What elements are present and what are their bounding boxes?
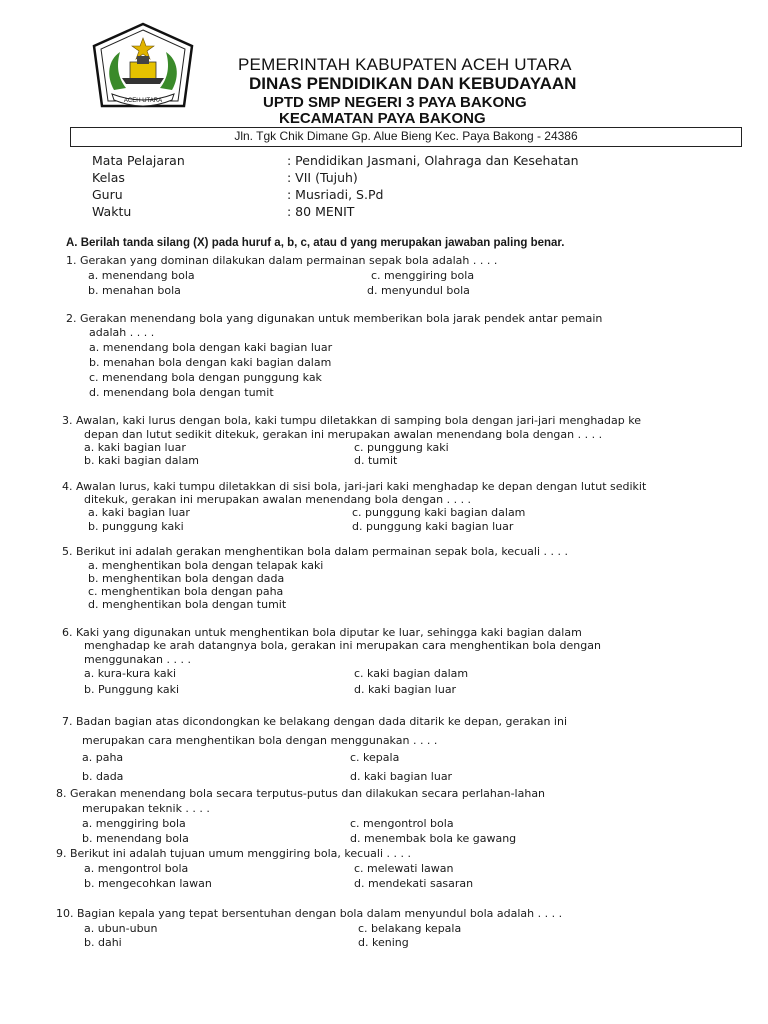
question-6-option-a: a. kura-kura kaki	[84, 667, 177, 680]
info-value-time: : 80 MENIT	[287, 204, 355, 219]
question-9-option-a: a. mengontrol bola	[84, 862, 189, 875]
question-5-option-c: c. menghentikan bola dengan paha	[88, 585, 284, 598]
question-2-option-b: b. menahan bola dengan kaki bagian dalam	[89, 356, 332, 369]
question-8-option-c: c. mengontrol bola	[350, 817, 454, 830]
question-3-text: 3. Awalan, kaki lurus dengan bola, kaki tumpu diletakkan di samping bola dengan jari-jari menghadap ke	[62, 414, 641, 427]
question-9-option-d: d. mendekati sasaran	[354, 877, 474, 890]
question-8-option-b: b. menendang bola	[82, 832, 189, 845]
question-5-option-d: d. menghentikan bola dengan tumit	[88, 598, 287, 611]
question-3-option-a: a. kaki bagian luar	[84, 441, 186, 454]
question-7-text: 7. Badan bagian atas dicondongkan ke belakang dengan dada ditarik ke depan, gerakan ini	[62, 715, 568, 728]
question-1-option-c: c. menggiring bola	[371, 269, 475, 282]
question-4-text: 4. Awalan lurus, kaki tumpu diletakkan di sisi bola, jari-jari kaki menghadap ke depan dengan lutut sedikit	[62, 480, 647, 493]
info-value-subject: : Pendidikan Jasmani, Olahraga dan Kesehatan	[287, 153, 579, 168]
question-1-option-b: b. menahan bola	[88, 284, 181, 297]
info-label-time: Waktu	[92, 204, 132, 219]
info-label-class: Kelas	[92, 170, 125, 185]
question-2-option-c: c. menendang bola dengan punggung kak	[89, 371, 322, 384]
question-9-option-b: b. mengecohkan lawan	[84, 877, 212, 890]
question-2-option-d: d. menendang bola dengan tumit	[89, 386, 274, 399]
question-4-text-cont: ditekuk, gerakan ini merupakan awalan menendang bola dengan . . . .	[84, 493, 472, 506]
question-9-option-c: c. melewati lawan	[354, 862, 454, 875]
question-9-text: 9. Berikut ini adalah tujuan umum menggiring bola, kecuali . . . .	[56, 847, 411, 860]
header-department: DINAS PENDIDIKAN DAN KEBUDAYAAN	[249, 74, 577, 93]
question-10-option-b: b. dahi	[84, 936, 122, 949]
question-10-option-c: c. belakang kepala	[358, 922, 462, 935]
question-5-option-b: b. menghentikan bola dengan dada	[88, 572, 285, 585]
svg-text:ACEH UTARA: ACEH UTARA	[123, 98, 163, 104]
header-school: UPTD SMP NEGERI 3 PAYA BAKONG	[263, 94, 527, 111]
question-6-option-d: d. kaki bagian luar	[354, 683, 457, 696]
header-district: KECAMATAN PAYA BAKONG	[279, 110, 486, 127]
header-government: PEMERINTAH KABUPATEN ACEH UTARA	[238, 55, 572, 74]
question-2-text-cont: adalah . . . .	[89, 326, 155, 339]
question-8-text-cont: merupakan teknik . . . .	[82, 802, 210, 815]
question-3-option-c: c. punggung kaki	[354, 441, 449, 454]
question-2-text: 2. Gerakan menendang bola yang digunakan untuk memberikan bola jarak pendek antar pemain	[66, 312, 603, 325]
question-3-option-b: b. kaki bagian dalam	[84, 454, 200, 467]
question-10-option-a: a. ubun-ubun	[84, 922, 158, 935]
question-4-option-b: b. punggung kaki	[88, 520, 184, 533]
question-5-text: 5. Berikut ini adalah gerakan menghentikan bola dalam permainan sepak bola, kecuali . . . .	[62, 545, 568, 558]
question-4-option-d: d. punggung kaki bagian luar	[352, 520, 514, 533]
question-1-option-a: a. menendang bola	[88, 269, 195, 282]
question-7-option-a: a. paha	[82, 751, 124, 764]
question-6-option-b: b. Punggung kaki	[84, 683, 180, 696]
question-6-text: 6. Kaki yang digunakan untuk menghentikan bola diputar ke luar, sehingga kaki bagian dalam	[62, 626, 582, 639]
section-instruction: A. Berilah tanda silang (X) pada huruf a, b, c, atau d yang merupakan jawaban paling benar.	[66, 237, 565, 249]
question-4-option-a: a. kaki bagian luar	[88, 506, 190, 519]
question-7-text-cont: merupakan cara menghentikan bola dengan menggunakan . . . .	[82, 734, 438, 747]
question-10-option-d: d. kening	[358, 936, 409, 949]
regency-logo	[92, 22, 194, 114]
info-label-teacher: Guru	[92, 187, 123, 202]
info-value-teacher: : Musriadi, S.Pd	[287, 187, 384, 202]
question-1-text: 1. Gerakan yang dominan dilakukan dalam permainan sepak bola adalah . . . .	[66, 254, 498, 267]
question-2-option-a: a. menendang bola dengan kaki bagian luar	[89, 341, 333, 354]
question-8-option-d: d. menembak bola ke gawang	[350, 832, 517, 845]
question-6-text-cont-2: menggunakan . . . .	[84, 653, 191, 666]
question-10-text: 10. Bagian kepala yang tepat bersentuhan dengan bola dalam menyundul bola adalah . . . .	[56, 907, 563, 920]
info-label-subject: Mata Pelajaran	[92, 153, 185, 168]
question-3-option-d: d. tumit	[354, 454, 398, 467]
question-3-text-cont: depan dan lutut sedikit ditekuk, gerakan ini merupakan awalan menendang bola dengan . . . .	[84, 428, 603, 441]
question-7-option-d: d. kaki bagian luar	[350, 770, 453, 783]
question-7-option-b: b. dada	[82, 770, 124, 783]
question-1-option-d: d. menyundul bola	[367, 284, 470, 297]
question-6-text-cont-1: menghadap ke arah datangnya bola, gerakan ini merupakan cara menghentikan bola dengan	[84, 639, 601, 652]
question-8-text: 8. Gerakan menendang bola secara terputus-putus dan dilakukan secara perlahan-lahan	[56, 787, 546, 800]
question-7-option-c: c. kepala	[350, 751, 400, 764]
school-address: Jln. Tgk Chik Dimane Gp. Alue Bieng Kec. Paya Bakong - 24386	[234, 129, 578, 143]
info-value-class: : VII (Tujuh)	[287, 170, 358, 185]
question-5-option-a: a. menghentikan bola dengan telapak kaki	[88, 559, 324, 572]
question-4-option-c: c. punggung kaki bagian dalam	[352, 506, 526, 519]
question-8-option-a: a. menggiring bola	[82, 817, 186, 830]
question-6-option-c: c. kaki bagian dalam	[354, 667, 469, 680]
